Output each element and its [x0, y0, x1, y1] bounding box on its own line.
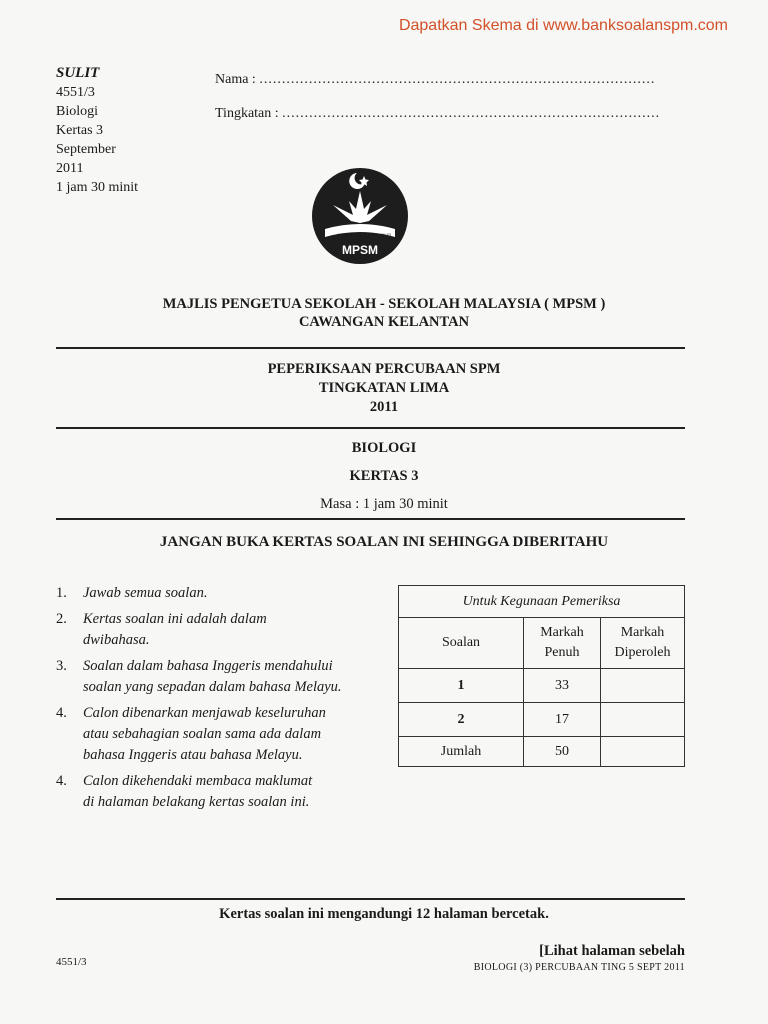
- logo-right-text: BERKUALITI: [368, 232, 392, 237]
- row-markah-diperoleh[interactable]: [601, 703, 685, 737]
- org-line-2: CAWANGAN KELANTAN: [298, 314, 470, 330]
- paper-meta: [56, 64, 138, 197]
- instruction-item: [56, 771, 396, 813]
- print-note: BIOLOGI (3) PERCUBAAN TING 5 SEPT 2011: [473, 962, 685, 973]
- instruction-number: 1.: [56, 585, 67, 601]
- instruction-item: [56, 609, 396, 651]
- row-markah-diperoleh[interactable]: [601, 669, 685, 703]
- instruction-item: [56, 656, 396, 698]
- next-page-note: [Lihat halaman sebelah: [539, 943, 685, 959]
- meta-paper: Kertas 3: [56, 123, 104, 138]
- nama-label: Nama :: [215, 72, 256, 87]
- warning-text: JANGAN BUKA KERTAS SOALAN INI SEHINGGA DIBERITAHU: [159, 534, 609, 550]
- instruction-text: atau sebahagian soalan sama ada dalam: [83, 726, 322, 742]
- instruction-text: Soalan dalam bahasa Inggeris mendahului: [83, 658, 333, 674]
- nama-line[interactable]: ........................................................................................: [259, 72, 656, 87]
- instruction-text: Calon dikehendaki membaca maklumat: [83, 773, 313, 789]
- exam-title: PEPERIKSAAN PERCUBAAN SPM: [267, 361, 501, 377]
- tingkatan-field[interactable]: [215, 106, 660, 122]
- header-markah-penuh: Markah Penuh: [524, 618, 601, 669]
- logo-left-text: KEPIMPINAN: [337, 232, 362, 237]
- instruction-text: dwibahasa.: [83, 632, 150, 648]
- row-markah-penuh: 50: [524, 737, 601, 767]
- row-markah-penuh: 17: [524, 703, 601, 737]
- meta-month: September: [56, 142, 116, 157]
- page-count-note: Kertas soalan ini mengandungi 12 halaman bercetak.: [219, 906, 549, 922]
- instruction-item: [56, 583, 396, 604]
- instruction-text: Calon dibenarkan menjawab keseluruhan: [83, 705, 326, 721]
- instructions-list: [56, 583, 396, 818]
- row-soalan: Jumlah: [399, 737, 524, 767]
- meta-subject: Biologi: [56, 104, 99, 119]
- paper-title: KERTAS 3: [349, 468, 419, 484]
- divider: [56, 898, 685, 900]
- subject-title: BIOLOGI: [351, 440, 417, 456]
- tingkatan-label: Tingkatan :: [215, 106, 279, 121]
- divider: [56, 518, 685, 520]
- instruction-text: Jawab semua soalan.: [83, 585, 208, 601]
- exam-form: TINGKATAN LIMA: [318, 380, 450, 396]
- divider: [56, 427, 685, 429]
- instruction-text: soalan yang sepadan dalam bahasa Melayu.: [83, 679, 342, 695]
- instruction-text: bahasa Inggeris atau bahasa Melayu.: [83, 747, 303, 763]
- footer-code: 4551/3: [56, 956, 87, 968]
- header-markah-diperoleh: Markah Diperoleh: [601, 618, 685, 669]
- nama-field[interactable]: [215, 72, 655, 88]
- org-line-1: MAJLIS PENGETUA SEKOLAH - SEKOLAH MALAYSIA ( MPSM ): [162, 296, 606, 312]
- instruction-number: 4.: [56, 705, 67, 721]
- instruction-item: [56, 703, 396, 766]
- sulit-label: SULIT: [56, 65, 100, 81]
- examiner-table: [398, 585, 685, 767]
- mpsm-logo: [311, 163, 409, 269]
- instruction-number: 2.: [56, 611, 67, 627]
- examiner-table-title: Untuk Kegunaan Pemeriksa: [399, 586, 685, 618]
- row-markah-diperoleh[interactable]: [601, 737, 685, 767]
- exam-year: 2011: [369, 399, 399, 415]
- row-soalan: 1: [399, 669, 524, 703]
- header-soalan: Soalan: [399, 618, 524, 669]
- meta-duration: 1 jam 30 minit: [56, 180, 139, 195]
- tingkatan-line[interactable]: ....................................................................................: [282, 106, 661, 121]
- divider: [56, 347, 685, 349]
- meta-year: 2011: [56, 161, 84, 176]
- row-soalan: 2: [399, 703, 524, 737]
- paper-code: 4551/3: [56, 85, 95, 100]
- instruction-text: Kertas soalan ini adalah dalam: [83, 611, 267, 627]
- instruction-number: 3.: [56, 658, 67, 674]
- logo-acronym: MPSM: [342, 243, 378, 257]
- instruction-number: 4.: [56, 773, 67, 789]
- row-markah-penuh: 33: [524, 669, 601, 703]
- watermark-text: Dapatkan Skema di www.banksoalanspm.com: [398, 17, 728, 34]
- instruction-text: di halaman belakang kertas soalan ini.: [83, 794, 310, 810]
- time-allowed: Masa : 1 jam 30 minit: [320, 496, 448, 512]
